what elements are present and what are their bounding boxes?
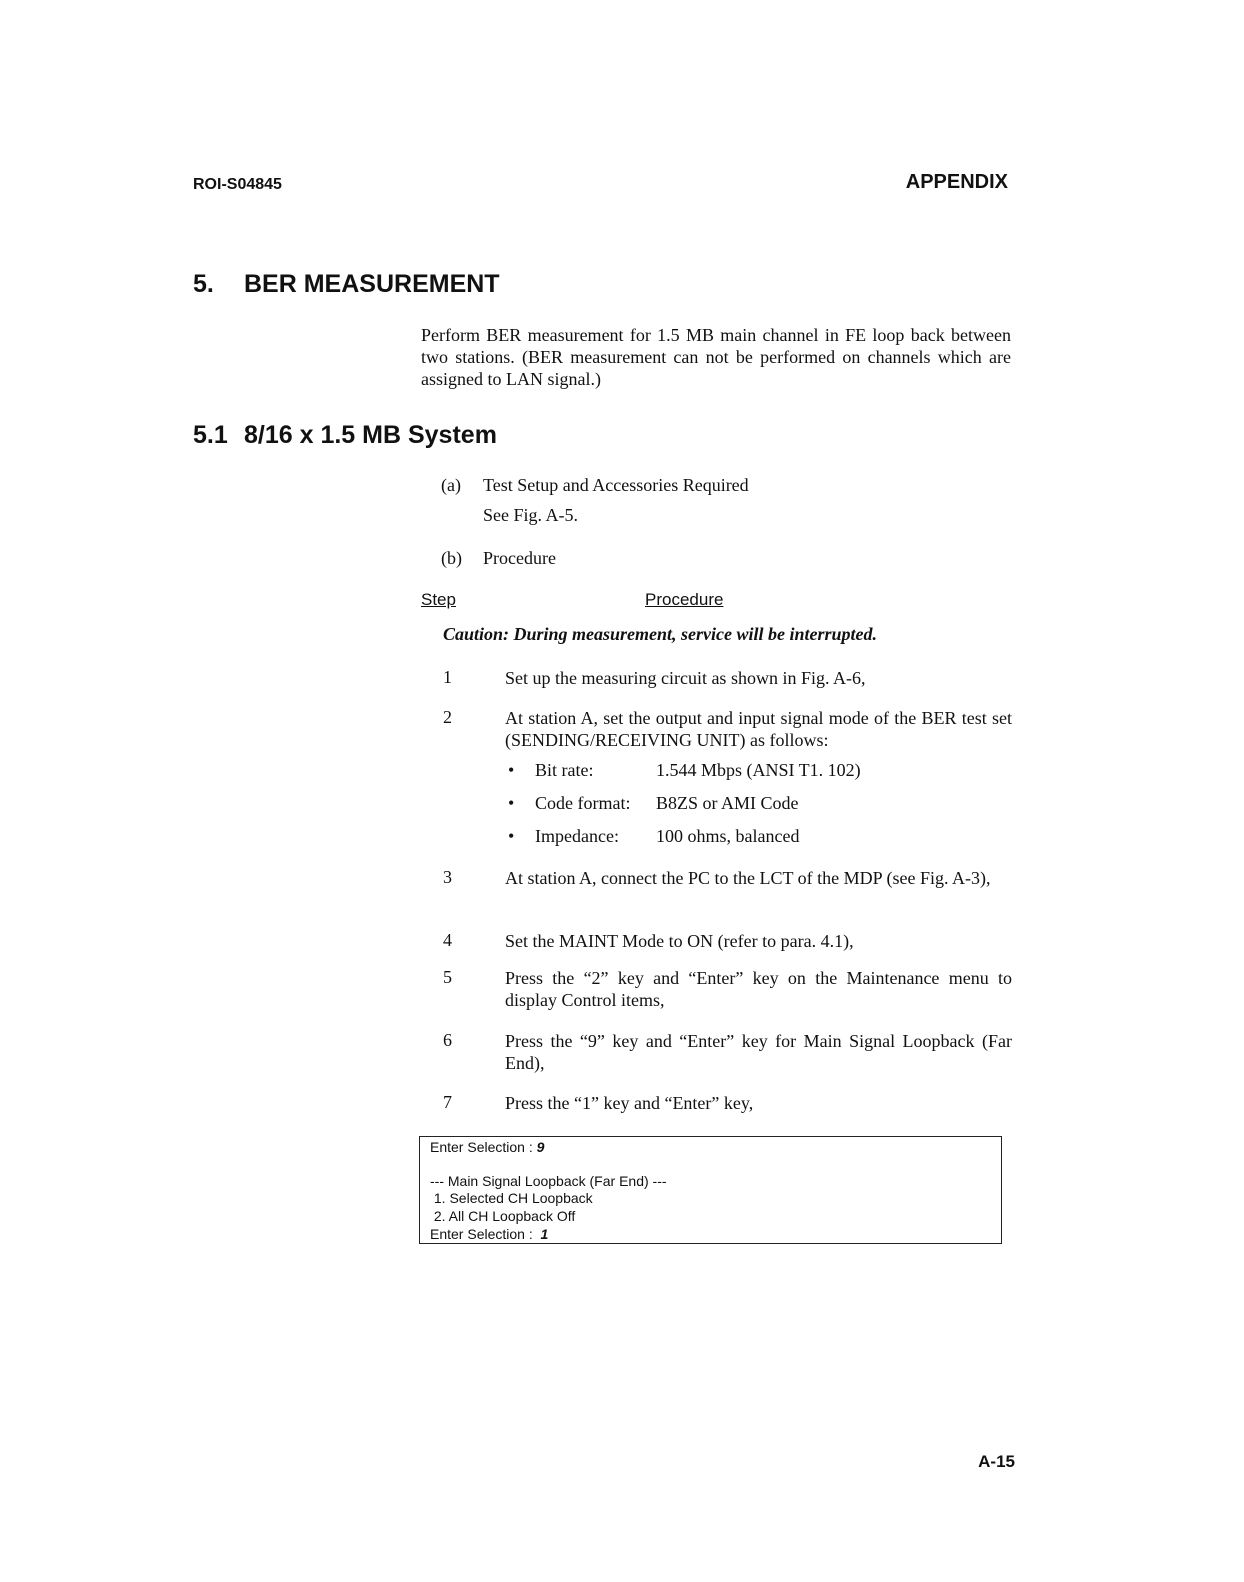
item-a-text: Test Setup and Accessories Required: [483, 475, 749, 495]
setting-value: 1.544 Mbps (ANSI T1. 102): [656, 760, 861, 780]
item-b-label: (b): [441, 548, 462, 568]
section-title: BER MEASUREMENT: [244, 270, 500, 298]
item-b-text: Procedure: [483, 548, 556, 568]
setting-label: Bit rate:: [535, 760, 594, 780]
document-id: ROI-S04845: [193, 176, 282, 193]
item-a-label: (a): [441, 475, 461, 495]
step-text: At station A, set the output and input signal mode of the BER test set (SENDING/RECEIVING UNIT) as follows:: [505, 708, 1012, 750]
step-number: 3: [443, 867, 452, 887]
caution-note: Caution: During measurement, service will be interrupted.: [443, 624, 878, 644]
bullet-dot: •: [508, 793, 515, 813]
procedure-column-header: Procedure: [645, 590, 724, 609]
screen-menu-option-2: 2. All CH Loopback Off: [430, 1208, 576, 1224]
setting-value: B8ZS or AMI Code: [656, 793, 799, 813]
step-number: 1: [443, 667, 452, 687]
step-number: 7: [443, 1092, 452, 1112]
appendix-heading: APPENDIX: [905, 171, 1008, 193]
setting-label: Code format:: [535, 793, 631, 813]
page-number: A-15: [978, 1452, 1015, 1471]
step-number: 4: [443, 930, 452, 950]
setting-value: 100 ohms, balanced: [656, 826, 800, 846]
screen-line-5: [430, 1226, 548, 1243]
bullet-dot: •: [508, 760, 515, 780]
screen-prompt: Enter Selection :: [430, 1226, 541, 1242]
screen-menu-title: --- Main Signal Loopback (Far End) ---: [430, 1173, 667, 1189]
step-number: 6: [443, 1030, 452, 1050]
step-text: At station A, connect the PC to the LCT of the MDP (see Fig. A-3),: [505, 868, 991, 888]
item-a-subtext: See Fig. A-5.: [483, 505, 579, 525]
step-text: Set the MAINT Mode to ON (refer to para. 4.1),: [505, 931, 854, 951]
screen-input-value: 9: [536, 1139, 545, 1155]
step-text: Set up the measuring circuit as shown in Fig. A-6,: [505, 668, 866, 688]
section-number: 5.: [193, 270, 214, 298]
screen-input-value: 1: [540, 1226, 549, 1242]
step-text: Press the “1” key and “Enter” key,: [505, 1093, 754, 1113]
bullet-dot: •: [508, 826, 515, 846]
subsection-number: 5.1: [193, 421, 228, 449]
subsection-title: 8/16 x 1.5 MB System: [244, 421, 497, 449]
step-number: 2: [443, 707, 452, 727]
screen-prompt: Enter Selection :: [430, 1139, 537, 1155]
screen-menu-option-1: 1. Selected CH Loopback: [430, 1190, 593, 1206]
step-column-header: Step: [421, 590, 456, 609]
screen-line-1: [430, 1139, 544, 1156]
step-text: Press the “2” key and “Enter” key on the Maintenance menu to display Control items,: [505, 968, 1012, 1010]
setting-label: Impedance:: [535, 826, 619, 846]
step-number: 5: [443, 967, 452, 987]
step-text: Press the “9” key and “Enter” key for Main Signal Loopback (Far End),: [505, 1031, 1012, 1073]
section-intro: Perform BER measurement for 1.5 MB main channel in FE loop back between two stations. (BER measurement can not be performed on channels which are assigned to LAN signal.): [421, 325, 1011, 389]
